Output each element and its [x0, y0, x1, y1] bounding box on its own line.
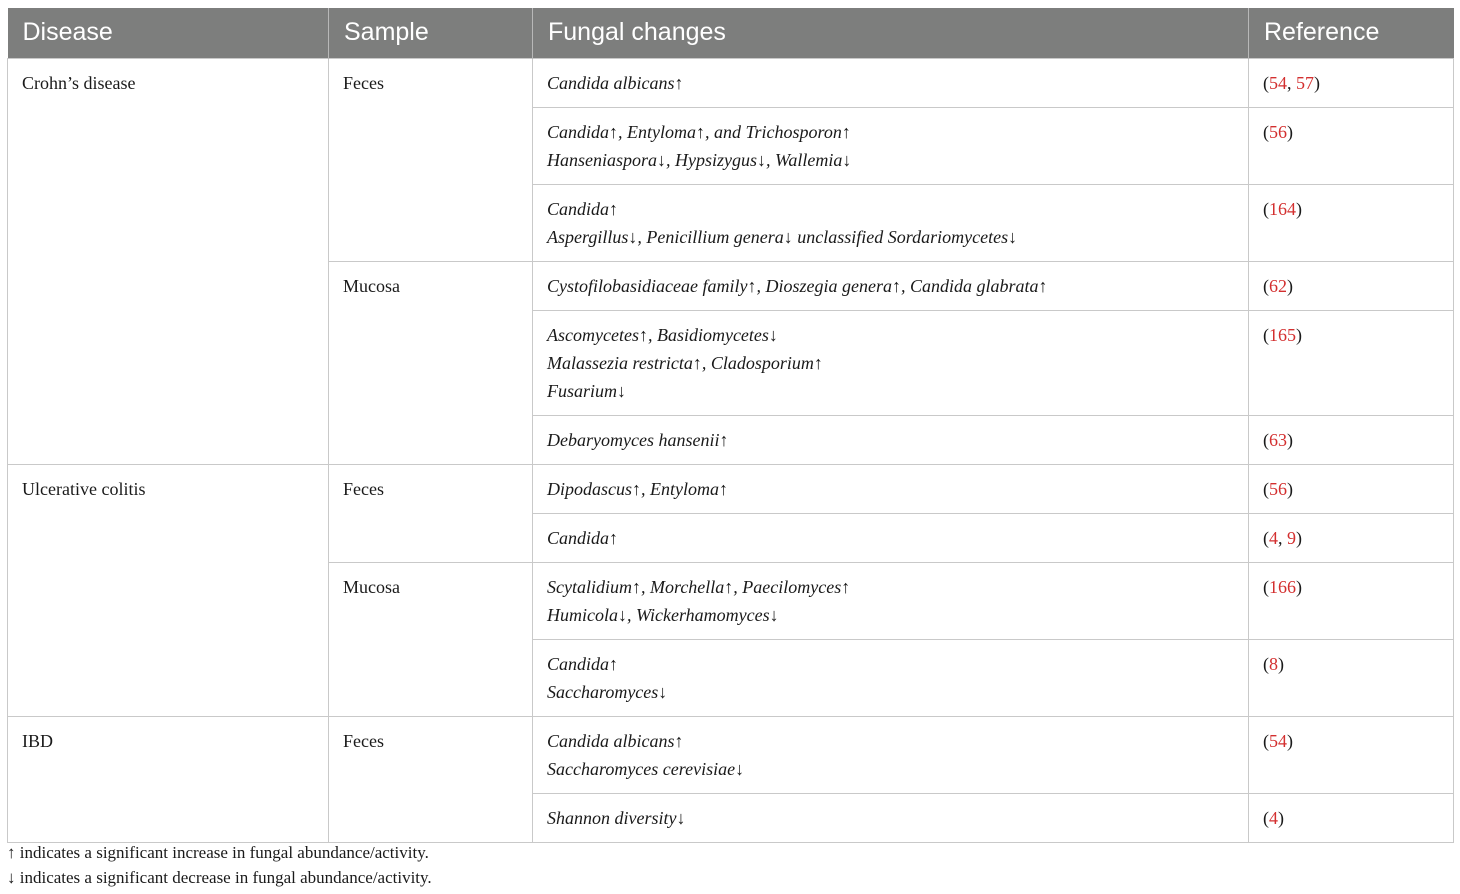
reference-link[interactable]: 63	[1269, 429, 1287, 450]
reference-link[interactable]: 9	[1287, 527, 1296, 548]
fungal-change-line: Scytalidium↑, Morchella↑, Paecilomyces↑	[547, 576, 851, 597]
table-row	[8, 58, 1454, 107]
header-disease: Disease	[8, 8, 329, 58]
fungal-changes-cell	[533, 310, 1249, 415]
fungal-changes-cell	[533, 639, 1249, 716]
reference-link[interactable]: 8	[1269, 653, 1278, 674]
fungal-changes-cell	[533, 562, 1249, 639]
reference-cell: (165)	[1249, 310, 1454, 415]
fungal-changes-cell	[533, 716, 1249, 793]
header-reference: Reference	[1249, 8, 1454, 58]
reference-cell: (8)	[1249, 639, 1454, 716]
reference-cell: (164)	[1249, 184, 1454, 261]
fungal-change-line: Candida↑	[547, 198, 619, 219]
fungal-changes-cell	[533, 793, 1249, 842]
fungal-changes-cell	[533, 107, 1249, 184]
fungal-change-line: Saccharomyces cerevisiae↓	[547, 758, 745, 779]
fungal-change-line: Malassezia restricta↑, Cladosporium↑	[547, 352, 823, 373]
sample-cell: Feces	[329, 464, 533, 562]
fungal-change-line: Dipodascus↑, Entyloma↑	[547, 478, 728, 499]
reference-cell: (54, 57)	[1249, 58, 1454, 107]
table-row	[8, 464, 1454, 513]
sample-cell: Feces	[329, 716, 533, 842]
fungal-changes-cell	[533, 513, 1249, 562]
reference-link[interactable]: 54	[1269, 730, 1287, 751]
disease-cell: Ulcerative colitis	[8, 464, 329, 716]
fungal-change-line: Saccharomyces↓	[547, 681, 668, 702]
reference-link[interactable]: 165	[1269, 324, 1296, 345]
reference-link[interactable]: 4	[1269, 807, 1278, 828]
reference-cell: (54)	[1249, 716, 1454, 793]
fungal-changes-cell	[533, 184, 1249, 261]
reference-cell: (63)	[1249, 415, 1454, 464]
fungal-changes-cell	[533, 415, 1249, 464]
header-sample: Sample	[329, 8, 533, 58]
table-body	[8, 58, 1454, 842]
sample-cell: Mucosa	[329, 562, 533, 716]
fungal-change-line: Humicola↓, Wickerhamomyces↓	[547, 604, 779, 625]
fungal-change-line: Hanseniaspora↓, Hypsizygus↓, Wallemia↓	[547, 149, 852, 170]
fungal-change-line: Ascomycetes↑, Basidiomycetes↓	[547, 324, 778, 345]
fungal-changes-cell	[533, 58, 1249, 107]
fungal-changes-table	[7, 8, 1454, 843]
sample-cell: Feces	[329, 58, 533, 261]
table-footnotes	[7, 840, 432, 890]
fungal-change-line: Debaryomyces hansenii↑	[547, 429, 729, 450]
fungal-change-line: Cystofilobasidiaceae family↑, Dioszegia genera↑, Candida glabrata↑	[547, 275, 1048, 296]
reference-link[interactable]: 166	[1269, 576, 1296, 597]
table-header-row	[8, 8, 1454, 58]
fungal-changes-cell	[533, 464, 1249, 513]
reference-link[interactable]: 57	[1296, 72, 1314, 93]
disease-cell: Crohn’s disease	[8, 58, 329, 464]
reference-link[interactable]: 4	[1269, 527, 1278, 548]
fungal-change-line: Aspergillus↓, Penicillium genera↓ unclassified Sordariomycetes↓	[547, 226, 1018, 247]
fungal-change-line: Shannon diversity↓	[547, 807, 686, 828]
reference-cell: (4, 9)	[1249, 513, 1454, 562]
reference-cell: (166)	[1249, 562, 1454, 639]
fungal-change-line: Candida albicans↑	[547, 72, 684, 93]
reference-cell: (56)	[1249, 107, 1454, 184]
fungal-change-line: Candida albicans↑	[547, 730, 684, 751]
fungal-change-line: Candida↑	[547, 653, 619, 674]
reference-link[interactable]: 56	[1269, 121, 1287, 142]
footnote-decrease: ↓ indicates a significant decrease in fungal abundance/activity.	[7, 868, 432, 887]
reference-cell: (56)	[1249, 464, 1454, 513]
fungal-change-line: Candida↑, Entyloma↑, and Trichosporon↑	[547, 121, 851, 142]
fungal-change-line: Fusarium↓	[547, 380, 627, 401]
reference-link[interactable]: 62	[1269, 275, 1287, 296]
footnote-increase: ↑ indicates a significant increase in fungal abundance/activity.	[7, 843, 429, 862]
header-fungal-changes: Fungal changes	[533, 8, 1249, 58]
reference-cell: (4)	[1249, 793, 1454, 842]
reference-link[interactable]: 54	[1269, 72, 1287, 93]
sample-cell: Mucosa	[329, 261, 533, 464]
reference-cell: (62)	[1249, 261, 1454, 310]
fungal-changes-cell	[533, 261, 1249, 310]
reference-link[interactable]: 56	[1269, 478, 1287, 499]
disease-cell: IBD	[8, 716, 329, 842]
table-container	[7, 8, 1453, 843]
reference-link[interactable]: 164	[1269, 198, 1296, 219]
fungal-change-line: Candida↑	[547, 527, 619, 548]
table-row	[8, 716, 1454, 793]
